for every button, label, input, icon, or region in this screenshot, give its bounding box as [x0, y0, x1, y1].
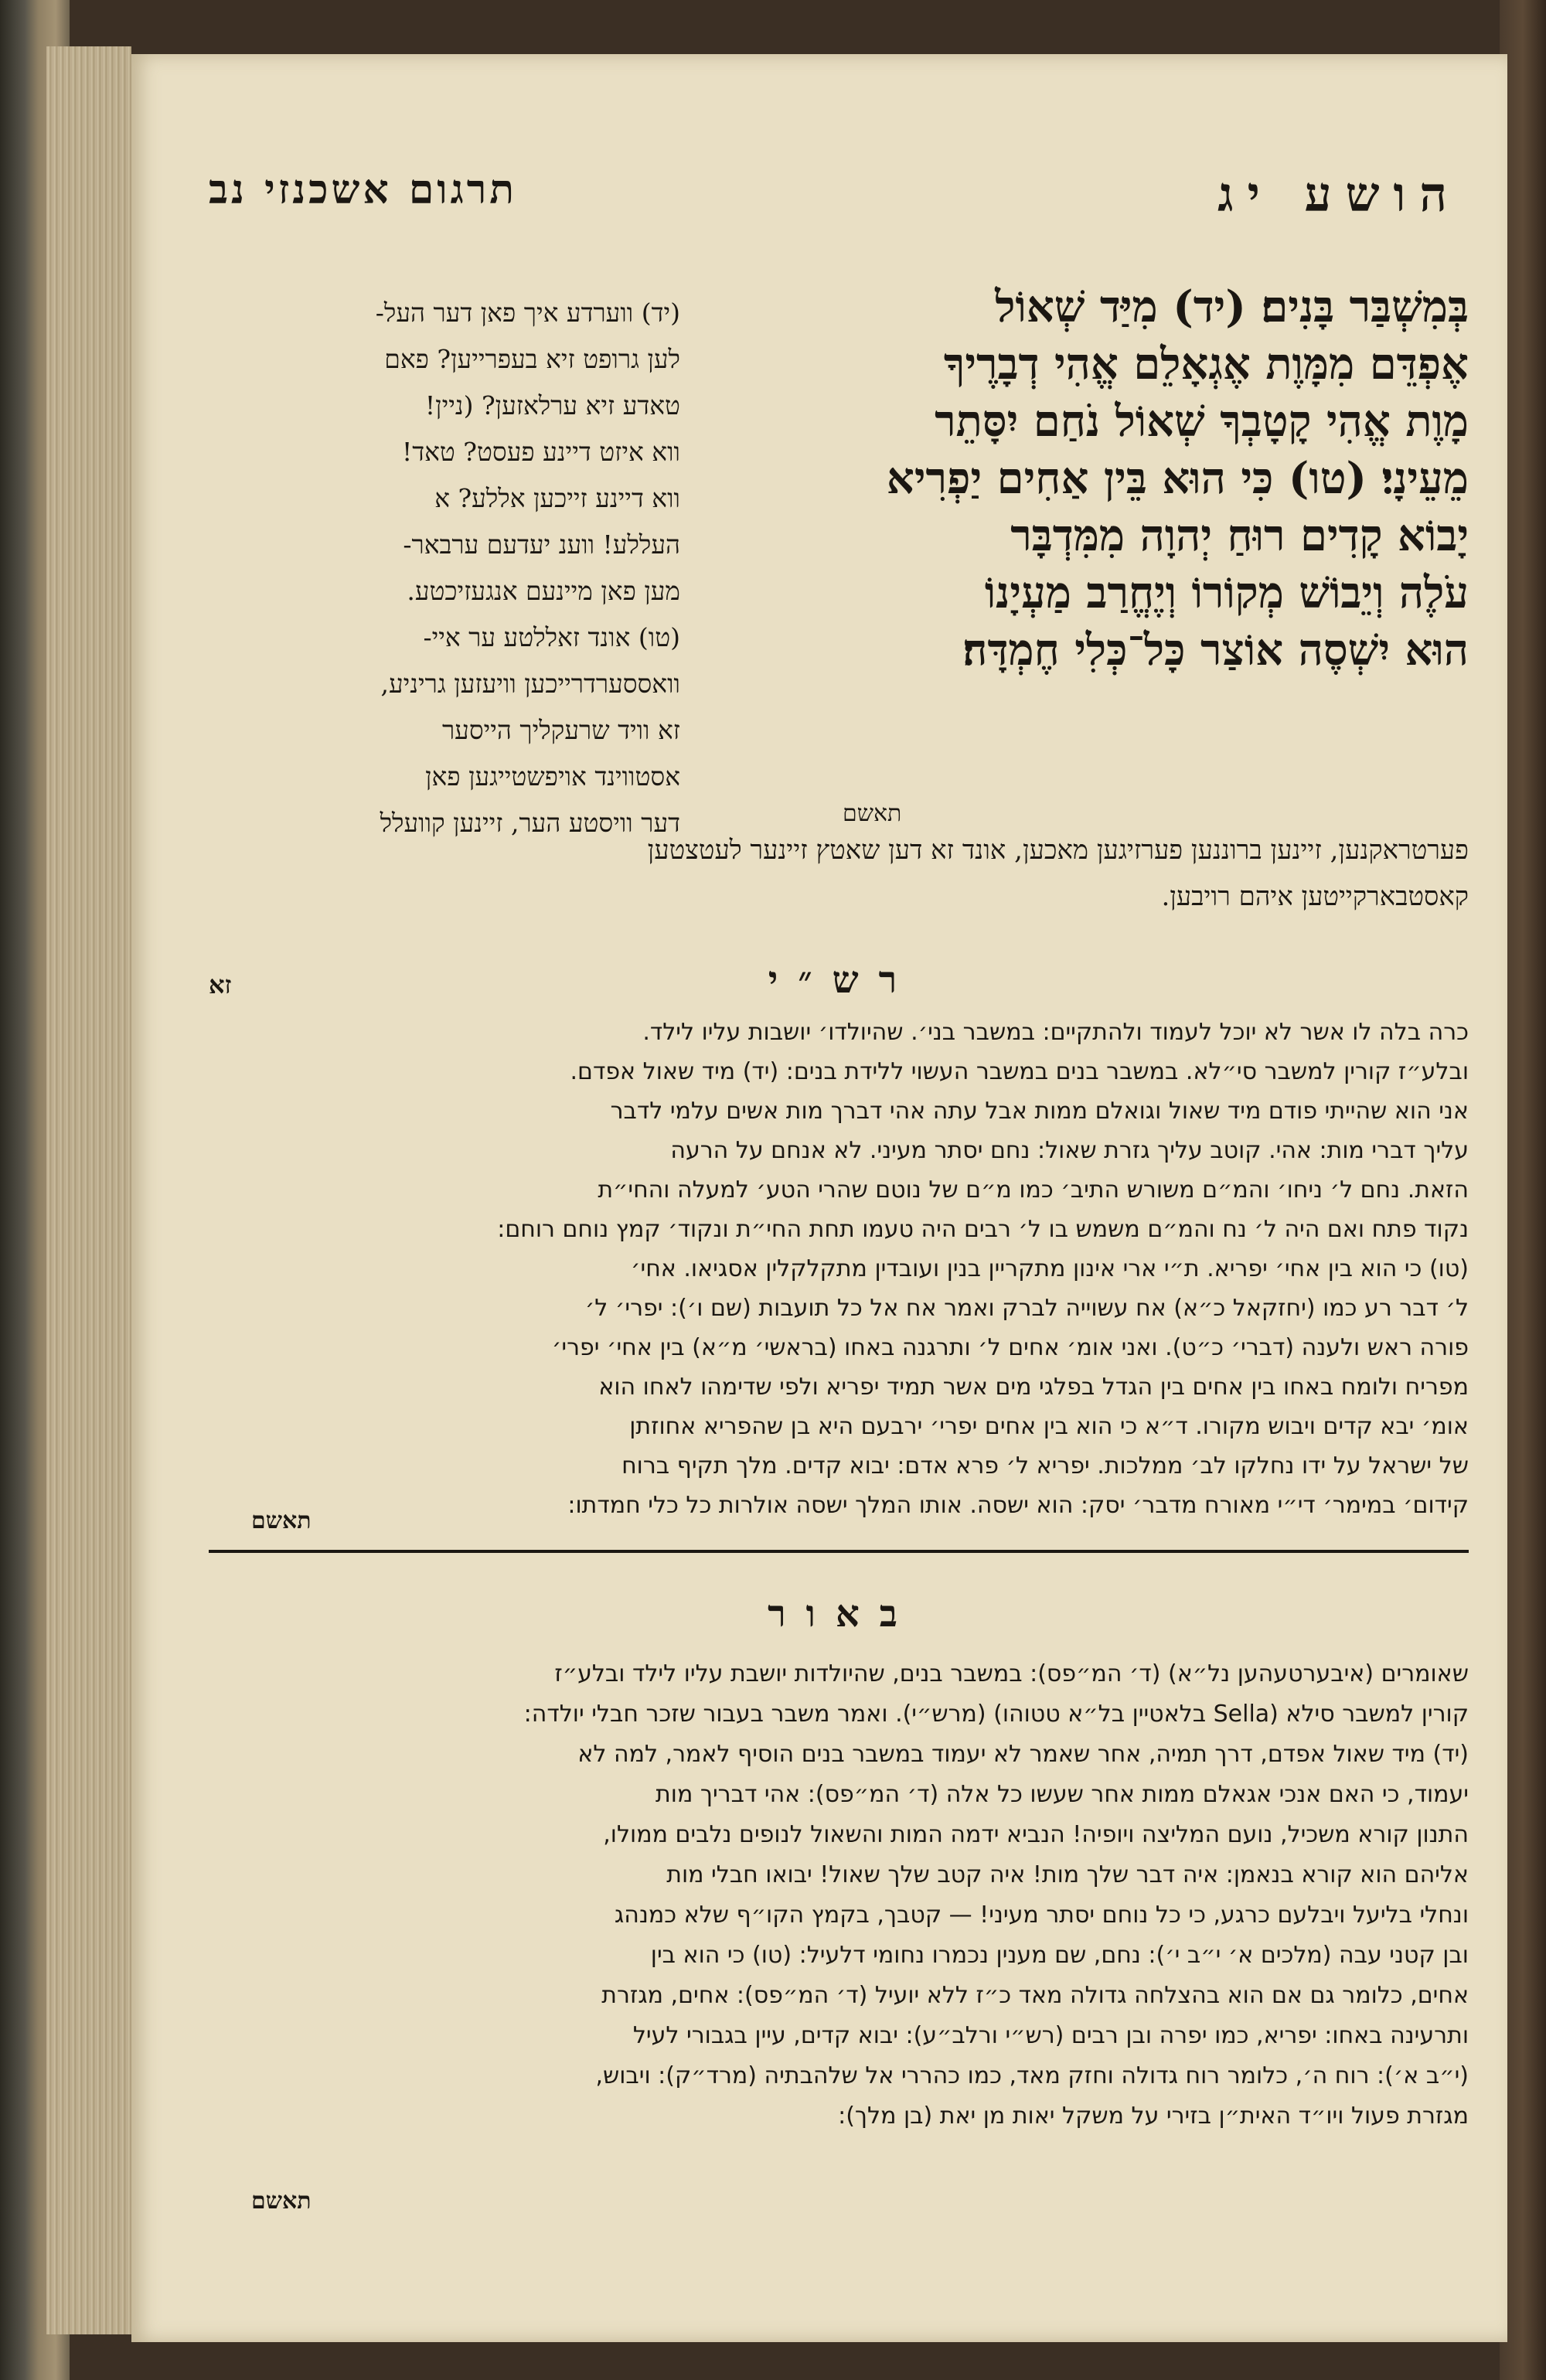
book-running-title: הושע יג [1217, 166, 1461, 223]
biur-commentary [209, 1654, 1469, 2137]
rashi-heading: רש״י [768, 958, 918, 1002]
biur-heading: באור [768, 1592, 918, 1636]
translation-line: זא וויד שרעקליך הייסער [441, 715, 680, 745]
translation-line: ווא דיינע זייכען אללע? א [434, 483, 680, 513]
commentary-line: הזאת. נחם ל׳ ניחו׳ והמ״ם משורש התיב׳ כמו מ״ם של נוטם שהרי הטע׳ למעלה והחי״ת [598, 1176, 1469, 1204]
scripture-line: יָבוֹא קָדִים רוּחַ יְהוָה מִמִּדְבָּר [1010, 510, 1469, 561]
commentary-line: ותרעינה באחו: יפריא, כמו יפרה ובן רבים (רש״י ורלב״ע): יבוא קדים, עיין בגבורי לעיל [632, 2022, 1469, 2049]
section-divider [209, 1550, 1469, 1553]
rashi-commentary [209, 1013, 1469, 1525]
commentary-line: מפריח ולומח באחו בין אחים בין הגדל בפלגי מים אשר תמיד יפריא ולפי שדימהו לאחו הוא [598, 1374, 1469, 1401]
translation-continuation [209, 827, 1469, 920]
scripture-line: אֶפְדֵּם מִמָּוֶת אֶגְאָלֵם אֱהִי דְבָרֶיךָ [943, 339, 1469, 390]
commentary-line: ל׳ דבר רע כמו (יחזקאל כ״א) אח עשוייה לברק ואמר אח אל כל תועבות (שם ו׳): יפרי׳ ל׳ [584, 1295, 1469, 1322]
commentary-line: (יד) מיד שאול אפדם, דרך תמיה, אחר שאמר לא יעמוד במשבר בנים הוסיף לאמר, למה לא [577, 1741, 1469, 1768]
commentary-line: של ישראל על ידו נחלקו לב׳ ממלכות. יפריא ל׳ פרא אדם: יבוא קדים. מלך תקיף ברוח [621, 1452, 1469, 1479]
translation-line: (טו) אונד זאללטע ער איי- [423, 622, 680, 652]
commentary-line: ובן קטני עבה (מלכים א׳ י״ב י׳): נחם, שם מענין נכמרו נחומי דלעיל: (טו) כי הוא בין [650, 1942, 1469, 1969]
commentary-line: יעמוד, כי האם אנכי אגאלם ממות אחר שעשו כל אלה (ד׳ המ״פס): אהי דבריך מות [656, 1781, 1469, 1808]
translation-line: העללע! ווענ יעדעם ערבאר- [403, 529, 680, 560]
commentary-line: ובלע״ז קורין למשבר סי״לא. במשבר בנים במשבר העשוי ללידת בנים: (יד) מיד שאול אפדם. [570, 1058, 1469, 1085]
scripture-text [703, 278, 1469, 788]
scripture-line: מָוֶת אֱהִי קָטָבְךָ שְׁאוֹל נֹחַם יִסָּתֵר [935, 396, 1469, 447]
book-page [131, 54, 1507, 2342]
commentary-line: התנון קורא משכיל, נועם המליצה ויופיה! הנביא ידמה המות והשאול לנופים נלבים ממולו, [603, 1821, 1469, 1848]
translation-column [216, 290, 680, 838]
commentary-line: מגזרת פעול ויו״ד האית״ן בזירי על משקל יאות מן יאת (בן מלך): [838, 2103, 1469, 2130]
translation-line: קאסטבארקייטען איהם רויבען. [1161, 881, 1469, 912]
commentary-line: קורין למשבר סילא (Sella בלאטיין בל״א טטוהו) (מרש״י). ואמר משבר בעבור שזכר חבלי יולדה: [523, 1701, 1469, 1728]
commentary-line: פורה ראש ולענה (דברי׳ כ״ט). ואני אומ׳ אחים ל׳ ותרגנה באחו (בראשי׳ מ״א) בין אחי׳ יפרי׳ [551, 1334, 1469, 1361]
commentary-line: אני הוא שהייתי פודם מיד שאול וגואלם ממות אבל עתה אהי דברך מות אשים עלמי לדבר [610, 1098, 1469, 1125]
commentary-line: כרה בלה לו אשר לא יוכל לעמוד ולהתקיים: במשבר בני׳. שהיולדו׳ יושבות עליו לילד. [642, 1019, 1469, 1046]
commentary-line: עליך דברי מות: אהי. קוטב עליך גזרת שאול: נחם יסתר מעיני. לא אנחם על הרעה [670, 1137, 1469, 1164]
translation-line: אסטווינד אויפשטייגען פאן [425, 761, 680, 792]
scripture-line: בְּמִשְׁבַּר בָּנִים׃ (יד) מִיַּד שְׁאוֹל [995, 281, 1469, 332]
commentary-line: נקוד פתח ואם היה ל׳ נח והמ״ם משמש בו ל׳ רבים היה טעמו תחת החי״ת ונקוד׳ קמץ נוחם רוחם: [497, 1216, 1469, 1243]
translation-line: (יד) ווערדע איך פאן דער העל- [375, 298, 680, 328]
scripture-line: הוּא יִשְׁסֶה אוֹצַר כָּל־כְּלִי חֶמְדָּה׃ [962, 625, 1469, 676]
rashi-catchword: תאשם [251, 1507, 312, 1534]
commentary-line: אחים, כלומר גם אם הוא בהצלחה גדולה מאד כ״ז ללא יועיל (ד׳ המ״פס): אחים, מגזרת [601, 1982, 1469, 2009]
translation-line: לען גרופט זיא בעפרייען? פאם [384, 344, 680, 374]
translation-line: פערטראקנען, זיינען ברוננען פערזיגען מאכען, אונד זא דען שאטץ זיינער לעטצטען [647, 835, 1469, 866]
commentary-line: אליהם הוא קורא בנאמן: איה דבר שלך מות! איה קטב שלך שאול! יבואו חבלי מות [666, 1861, 1469, 1888]
translation-line: וואססערדרייכען וויעזען גריניע, [380, 669, 680, 699]
commentary-line: קידום׳ במימר׳ די״י מאורח מדבר׳ יסק: הוא ישסה. אותו המלך ישסה אולרות כל כלי חמדתו: [567, 1492, 1469, 1519]
translation-line: מען פאן מיינעם אנגעזיכטע. [407, 576, 680, 606]
translation-running-title: תרגום אשכנזי נב [209, 166, 518, 213]
scripture-line: מֵעֵינָי׃ (טו) כִּי הוּא בֵּין אַחִים יַפְרִיא [886, 453, 1469, 504]
biur-catchword: תאשם [251, 2188, 312, 2215]
translation-line: טאדע זיא ערלאזען? (ניין! [424, 390, 680, 421]
commentary-line: (טו) כי הוא בין אחי׳ יפריא. ת״י ארי אינון מתקריין בנין ועובדין מתקלקלין אסגיאו. אחי׳ [631, 1255, 1469, 1282]
commentary-line: (י״ב א׳): רוח ה׳, כלומר רוח גדולה וחזק מאד, כמו כהררי אל שלהבתיה (מרד״ק): ויבוש, [595, 2062, 1469, 2089]
commentary-line: אומ׳ יבא קדים ויבוש מקורו. ד״א כי הוא בין אחים יפרי׳ ירבעם היא בן שהפריא אחוזתן [629, 1413, 1469, 1440]
translation-catchword: זא [209, 970, 232, 999]
commentary-line: ונחלי בליעל ויבלעם כרגע, כי כל נוחם יסתר מעיני! — קטבך, בקמץ הקו״ף שלא כמנהג [614, 1902, 1469, 1929]
translation-line: ווא איזט דיינע פעסט? טאד! [401, 437, 680, 467]
page-header [209, 166, 1461, 236]
commentary-line: שאומרים (איבערטעהען נל״א) (ד׳ המ״פס): במשבר בנים, שהיולדות יושבת עליו לילד ובלע״ז [554, 1660, 1469, 1687]
scripture-line: עֹלֶה וְיֵבוֹשׁ מְקוֹרוֹ וְיֶחֱרַב מַעְיָנוֹ [984, 567, 1469, 618]
translation-line: דער וויסטע הער, זיינען קוועלל [380, 808, 680, 838]
page-edges [46, 46, 131, 2334]
scripture-catchword: תאשם [843, 800, 902, 827]
